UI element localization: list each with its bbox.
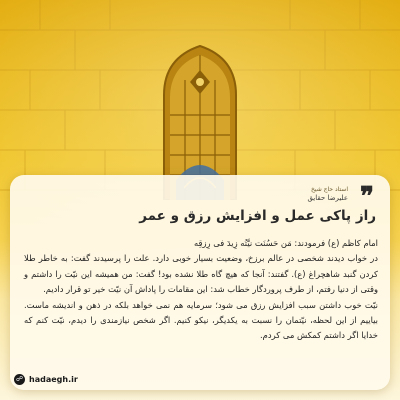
article-body bbox=[24, 236, 378, 344]
source-label: استاد حاج شیخ bbox=[311, 186, 348, 193]
story-paragraph: در خواب دیدند شخصی در عالم برزخ، وضعیت بسیار خوبی دارد. علت را پرسیدند گفت: به خاطر طلا کردن گنبد شاهچراغ (ع). گفتند: آنجا که هیچ گاه طلا نشده بود! گفت: من همیشه این نیّت را داشتم و وقتی از دنیا رفتم، از طرف پروردگار خطاب شد: این مقامات را پاداش آن نیّت خیر تو قرار دادیم. bbox=[24, 253, 378, 295]
website-link[interactable]: hadaegh.ir bbox=[29, 374, 78, 384]
website-footer[interactable] bbox=[14, 372, 78, 386]
hadith-paragraph: امام کاظم (ع) فرمودند: مَن حَسُنَت نیَّتُه زِیدَ فی رِزقِه bbox=[193, 238, 378, 248]
article-title: راز پاکی عمل و افزایش رزق و عمر bbox=[139, 208, 376, 224]
quote-icon: ❞ bbox=[360, 182, 374, 212]
advice-paragraph: نیّت خوب داشتن سبب افزایش رزق می شود؛ سرمایه هم نمی خواهد بلکه در ذهن و اندیشه ماست. بیاییم از این لحظه، نیّتمان را نسبت به یکدیگر، نیکو کنیم. اگر شخص نیازمندی را دیدم، نیّت کنم که خدایا اگر داشتم کمکش می کردم. bbox=[24, 299, 378, 341]
source-name: علیرضا حقایق bbox=[307, 194, 348, 202]
globe-icon: ☍ bbox=[15, 375, 24, 383]
